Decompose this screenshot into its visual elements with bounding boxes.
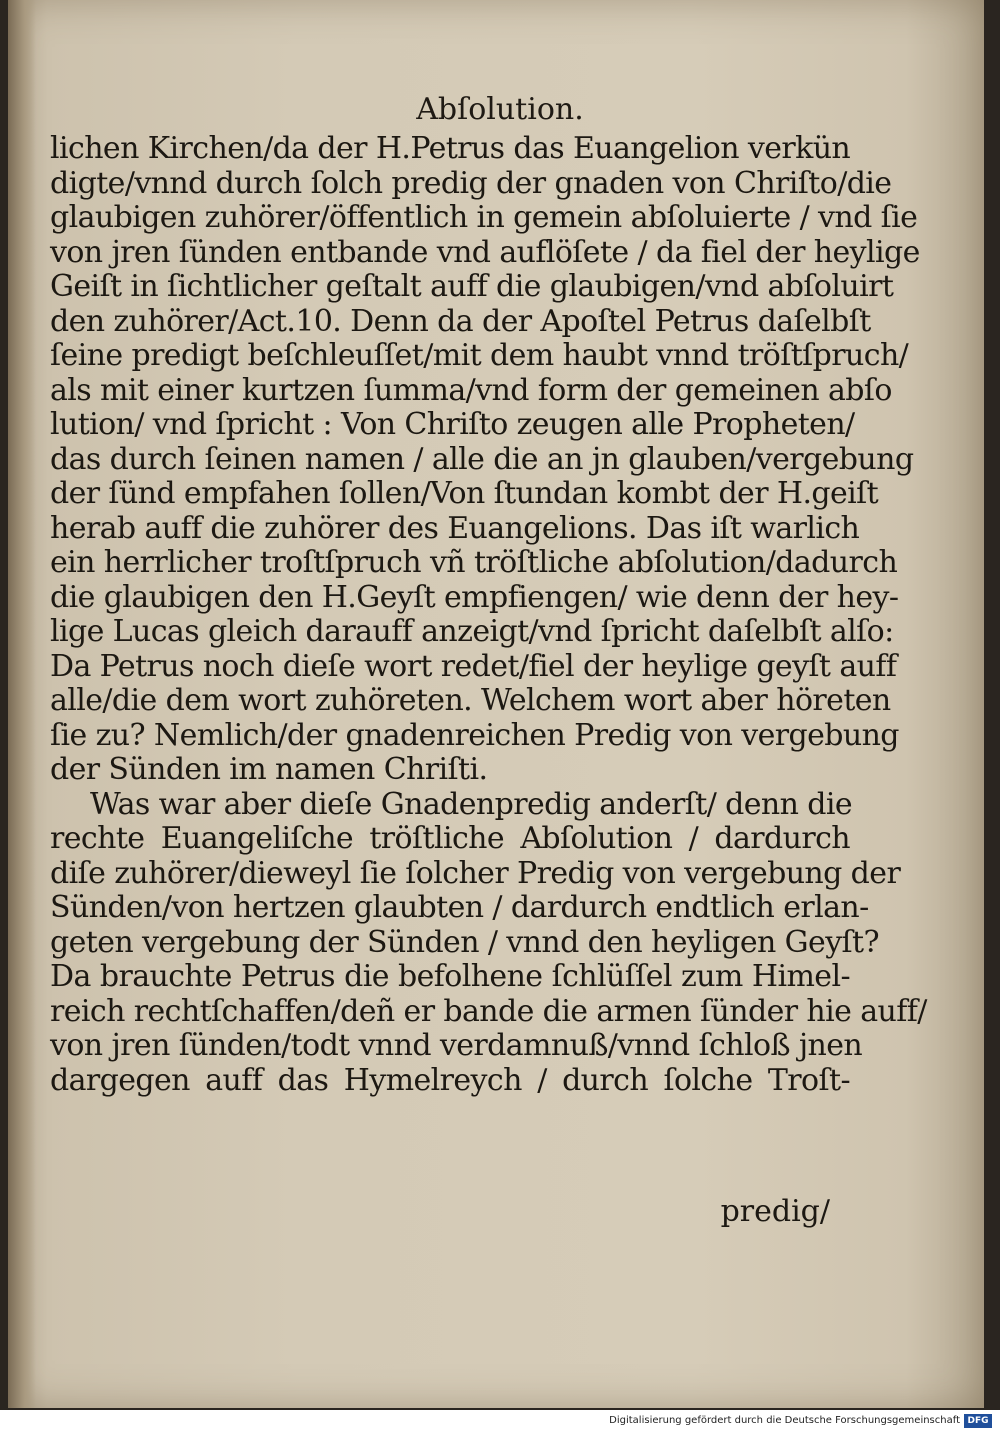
text-line: dargegen auff das Hymelreych / durch ſolche Troſt- (50, 1062, 850, 1098)
text-line: lichen Kirchen/da der H.Petrus das Euangelion verkün (50, 131, 851, 166)
text-line: den zuhörer/Act.10. Denn da der Apoſtel Petrus daſelbſt (50, 303, 871, 339)
text-line: Sünden/von hertzen glaubten / dardurch endtlich erlan- (50, 890, 869, 925)
text-line: ein herrlicher troſtſpruch vñ tröſtliche abſolution/dadurch (50, 545, 898, 580)
text-line: diſe zuhörer/dieweyl ſie ſolcher Predig von vergebung der (50, 855, 901, 891)
text-line: rechte Euangeliſche tröſtliche Abſolution / dardurch (50, 821, 850, 856)
text-line: lution/ vnd ſpricht : Von Chriſto zeugen alle Propheten/ (50, 407, 855, 442)
text-line: Da brauchte Petrus die befolhene ſchlüſſel zum Himel- (50, 959, 850, 994)
text-line: die glaubigen den H.Geyſt empfiengen/ wie denn der hey- (50, 579, 899, 615)
text-line: digte/vnnd durch ſolch predig der gnaden von Chriſto/die (50, 165, 892, 201)
text-line: als mit einer kurtzen ſumma/vnd form der gemeinen abſo (50, 372, 892, 408)
dfg-logo: DFG (964, 1414, 992, 1428)
catchword: predig/ (720, 1194, 830, 1229)
text-line: von jren ſünden entbande vnd auflöſete / da fiel der heylige (50, 234, 920, 270)
text-line: Da Petrus noch dieſe wort redet/fiel der heylige geyſt auff (50, 648, 897, 684)
text-line: ſeine predigt beſchleuſſet/mit dem haubt vnnd tröſtſpruch/ (50, 338, 909, 373)
text-line: glaubigen zuhörer/öffentlich in gemein abſoluierte / vnd ſie (50, 200, 918, 235)
text-line: geten vergebung der Sünden / vnnd den heyligen Geyſt? (50, 924, 879, 960)
text-line: von jren ſünden/todt vnnd verdamnuß/vnnd ſchloß jnen (50, 1028, 863, 1063)
page-gutter (8, 0, 36, 1408)
text-line: das durch ſeinen namen / alle die an jn glauben/vergebung (50, 441, 914, 477)
text-line: reich rechtſchaffen/deñ er bande die armen ſünder hie auff/ (50, 993, 927, 1029)
text-line: herab auff die zuhörer des Euangelions. Das iſt warlich (50, 510, 860, 546)
text-line: alle/die dem wort zuhöreten. Welchem wort aber höreten (50, 683, 891, 718)
footer-credit: Digitalisierung gefördert durch die Deutsche Forschungsgemeinschaft (609, 1415, 960, 1426)
text-line: Geiſt in ſichtlicher geſtalt auff die glaubigen/vnd abſoluirt (50, 269, 894, 304)
text-line: der Sünden im namen Chriſti. (50, 752, 488, 787)
text-line: ſie zu? Nemlich/der gnadenreichen Predig von vergebung (50, 717, 899, 753)
text-block (50, 131, 927, 1098)
text-line: der ſünd empfahen ſollen/Von ſtundan kombt der H.geiſt (50, 476, 879, 511)
text-line: lige Lucas gleich darauff anzeigt/vnd ſpricht daſelbſt alſo: (50, 614, 894, 649)
text-line: Was war aber dieſe Gnadenpredig anderſt/ denn die (90, 786, 853, 822)
running-headline: Abſolution. (416, 92, 584, 127)
